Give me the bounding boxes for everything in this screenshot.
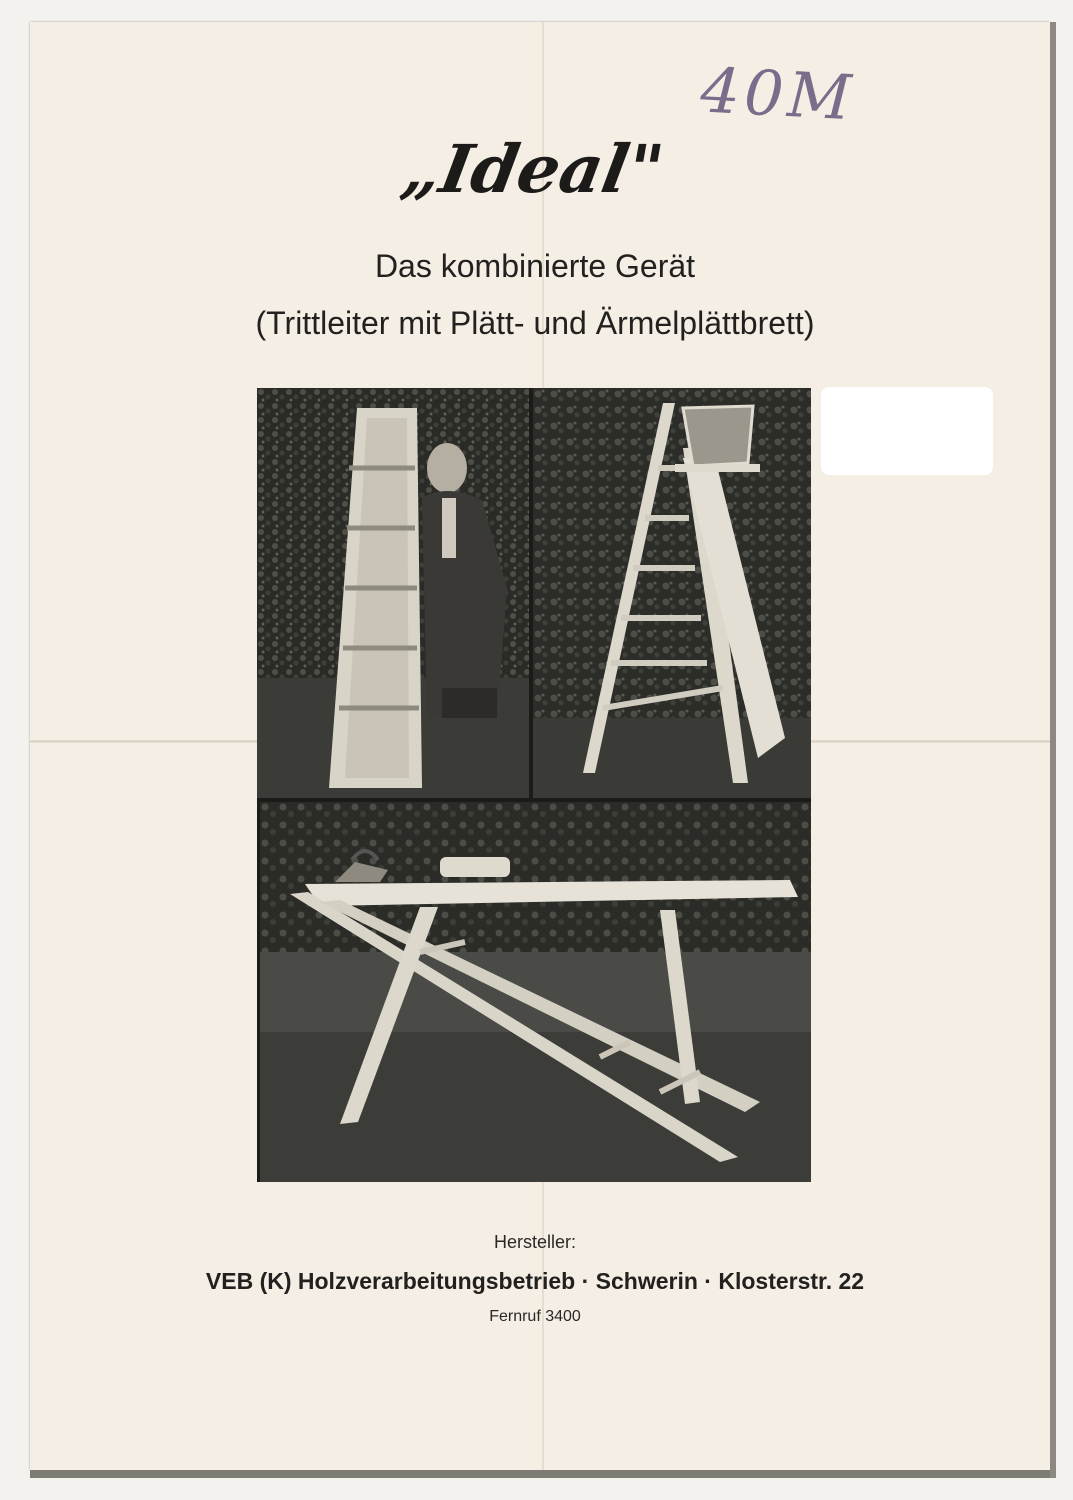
page-shadow-bottom (30, 1470, 1050, 1478)
product-subtitle: Das kombinierte Gerät (374, 248, 696, 284)
product-description: (Trittleiter mit Plätt- und Ärmelplättbrett) (255, 305, 815, 341)
manufacturer-label: Hersteller: (493, 1232, 577, 1252)
ladder-folded-photo (257, 388, 529, 798)
brand-logo: „Ideal" (396, 130, 670, 208)
phone-number: Fernruf 3400 (489, 1308, 581, 1325)
ironing-board-photo (260, 802, 811, 1182)
handwritten-price-note: 40M (698, 53, 857, 135)
page-shadow-right (1050, 22, 1056, 1478)
stepladder-basket-photo (533, 388, 811, 798)
manufacturer-name: VEB (K) Holzverarbeitungsbetrieb · Schwerin · Klosterstr. 22 (205, 1268, 865, 1294)
paper-patch (821, 387, 993, 475)
